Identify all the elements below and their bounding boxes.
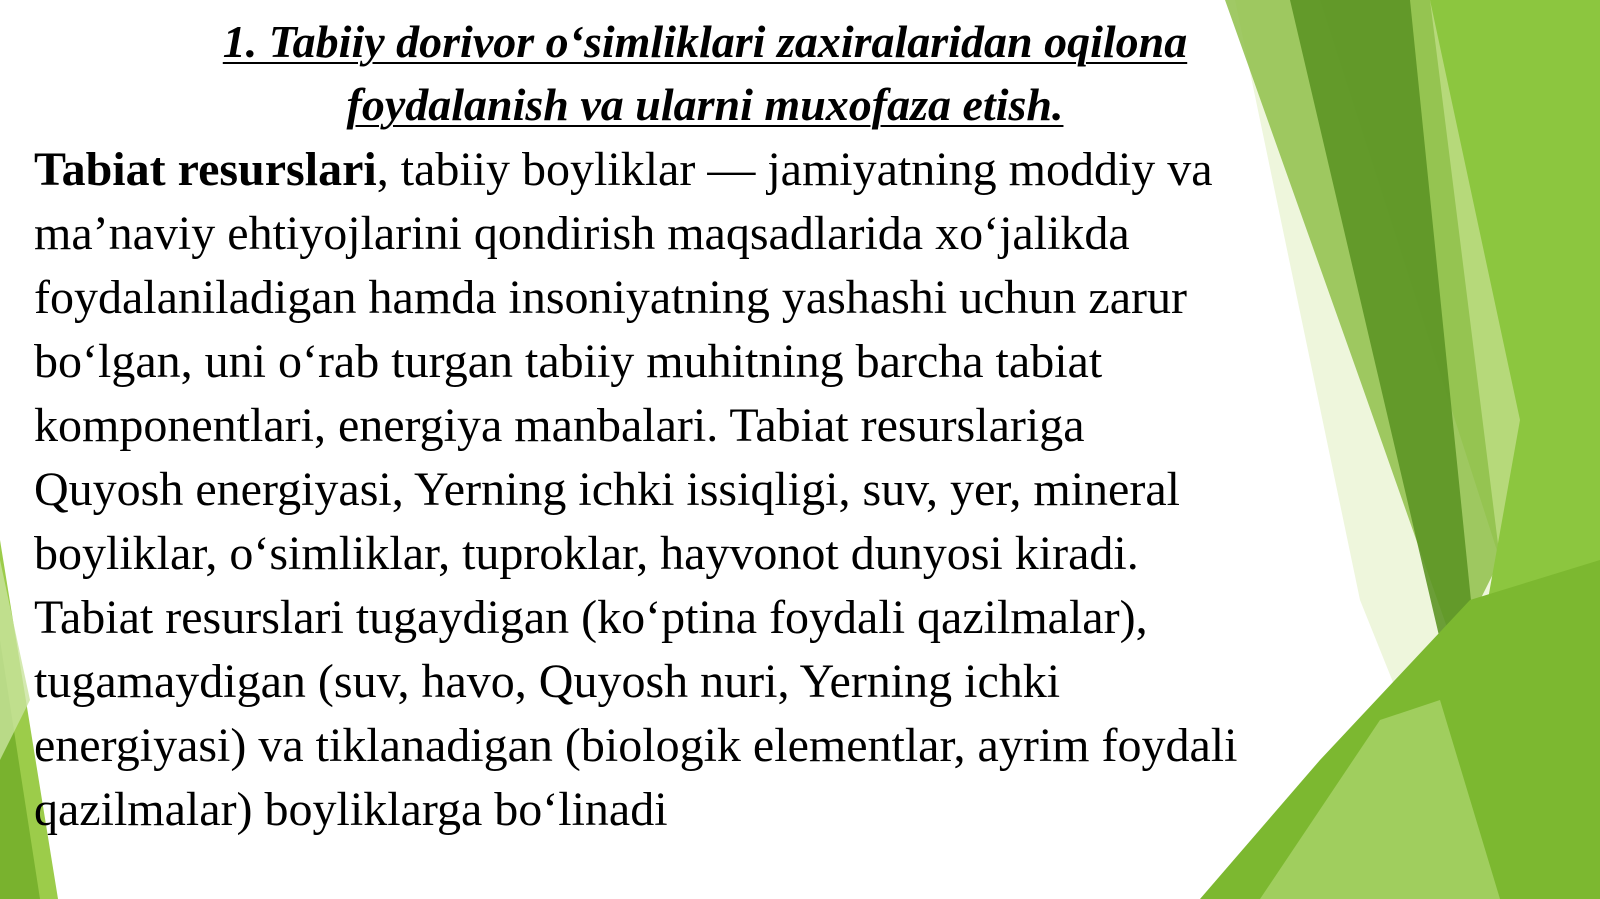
slide-body-text [34, 138, 1374, 842]
body-line-6: Quyosh energiyasi, Yerning ichki issiqligi, suv, yer, mineral [34, 463, 1180, 516]
slide-title [100, 10, 1310, 136]
body-line-2: ma’naviy ehtiyojlarini qondirish maqsadlarida xo‘jalikda [34, 207, 1130, 260]
body-line-10: energiyasi) va tiklanadigan (biologik elementlar, ayrim foydali [34, 719, 1238, 772]
body-line-5: komponentlari, energiya manbalari. Tabiat resurslariga [34, 399, 1085, 452]
body-line-11: qazilmalar) boyliklarga bo‘linadi [34, 783, 668, 836]
title-line-2: foydalanish va ularni muxofaza etish. [346, 79, 1064, 130]
body-line-9: tugamaydigan (suv, havo, Quyosh nuri, Yerning ichki [34, 655, 1061, 708]
body-line-7: boyliklar, o‘simliklar, tuproklar, hayvonot dunyosi kiradi. [34, 527, 1139, 580]
term-highlight: Tabiat resurslari [34, 143, 377, 196]
title-line-1: 1. Tabiiy dorivor o‘simliklari zaxiralaridan oqilona [222, 16, 1188, 67]
body-line-3: foydalaniladigan hamda insoniyatning yashashi uchun zarur [34, 271, 1188, 324]
body-line-1: , tabiiy boyliklar — jamiyatning moddiy va [376, 143, 1213, 196]
body-line-4: bo‘lgan, uni o‘rab turgan tabiiy muhitning barcha tabiat [34, 335, 1103, 388]
body-line-8: Tabiat resurslari tugaydigan (ko‘ptina foydali qazilmalar), [34, 591, 1148, 644]
